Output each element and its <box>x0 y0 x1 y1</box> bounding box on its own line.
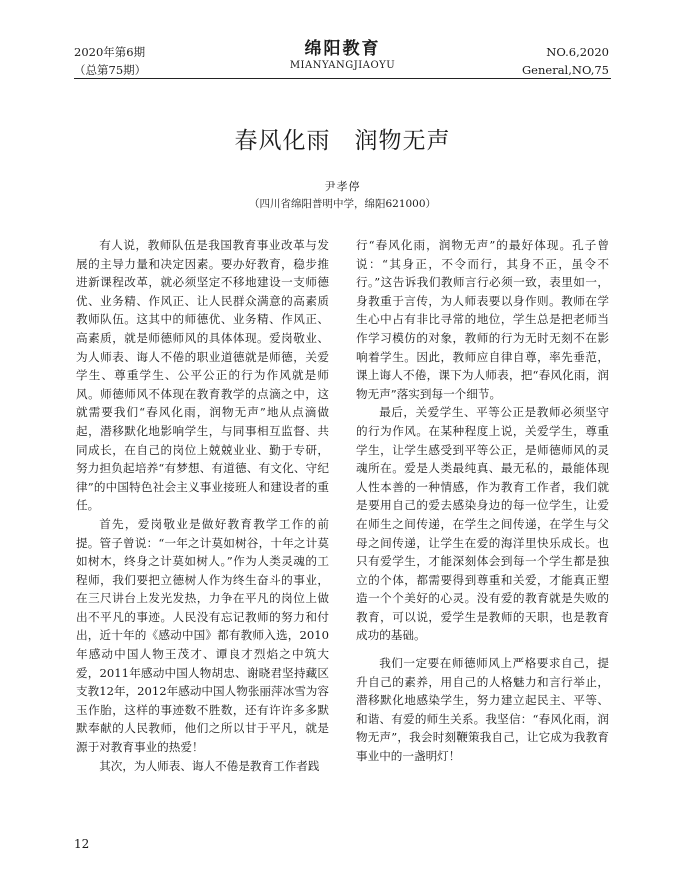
author-affiliation: （四川省绵阳普明中学，绵阳621000） <box>248 198 437 210</box>
total-issue-cn: （总第75期） <box>74 63 147 77</box>
paragraph: 行“春风化雨，润物无声”的最好体现。孔子曾说：“其身正，不令而行，其身不正，虽令不行。”这告诉我们教师言行必须一致，表里如一，身教重于言传，为人师表要以身作则。教师在学生心中占有非比寻常的地位，学生总是把老师当作学习模仿的对象，教师的行为无时无刻不在影响着学生。因此，教师应自律自尊，率先垂范，课上诲人不倦，课下为人师表，把“春风化雨，润物无声”落实到每一个细节。 <box>356 238 609 401</box>
article-title: 春风化雨 润物无声 <box>234 128 451 154</box>
header-issue-en <box>522 43 609 79</box>
page-number: 12 <box>74 837 90 851</box>
paragraph: 其次，为人师表、诲人不倦是教育工作者践 <box>99 758 320 773</box>
paragraph: 首先，爱岗敬业是做好教育教学工作的前提。管子曾说：“一年之计莫如树谷，十年之计莫如树木，终身之计莫如树人。”作为人类灵魂的工程师，我们要把立德树人作为终生奋斗的事业，在三尺讲台上发光发热，力争在平凡的岗位上做出不平凡的事迹。人民没有忘记教师的努力和付出，近十年的《感动中国》都有教师入选，2010年感动中国人物王茂才、谭良才烈焰之中筑大爱，2011年感动中国人物胡忠、谢晓君坚持藏区支教12年，2012年感动中国人物张丽萍冰雪为容玉作胎，这样的事迹数不胜数，还有许许多多默默奉献的人民教师，他们之所以甘于平凡，就是源于对教育事业的热爱！ <box>76 516 329 755</box>
article-author: 尹孝停 <box>324 180 361 193</box>
paragraph: 最后，关爱学生、平等公正是教师必须坚守的行为作风。在某种程度上说，关爱学生，尊重学生，让学生感受到平等公正，是师德师风的灵魂所在。爱是人类最纯真、最无私的，最能体现人性本善的一种情感，作为教育工作者，我们就是要用自己的爱去感染身边的每一位学生，让爱在师生之间传递，在学生之间传递，在学生与父母之间传递，让学生在爱的海洋里快乐成长。也只有爱学生，才能深刻体会到每一个学生都是独立的个体，都需要得到尊重和关爱，才能真正塑造一个个美好的心灵。没有爱的教育就是失败的教育，可以说，爱学生是教师的天职，也是教育成功的基础。 <box>356 405 609 643</box>
issue-number-en: NO.6,2020 <box>546 45 609 59</box>
paragraph: 有人说，教师队伍是我国教育事业改革与发展的主导力量和决定因素。要办好教育，稳步推进新课程改革，就必须坚定不移地建设一支师德优、业务精、作风正、让人民群众满意的高素质教师队伍。这其中的师德优、业务精、作风正、高素质，就是师德师风的具体体现。爱岗敬业、为人师表、诲人不倦的职业道德就是师德，关爱学生、尊重学生、公平公正的行为作风就是师风。师德师风不体现在教育教学的点滴之中，这就需要我们“春风化雨，润物无声”地从点滴做起，潜移默化地影响学生，与同事相互监督、共同成长，在自己的岗位上兢兢业业、勤于专研，努力担负起培养“有梦想、有道德、有文化、守纪律”的中国特色社会主义事业接班人和建设者的重任。 <box>76 238 329 513</box>
header-rule <box>74 78 611 79</box>
body-column-left <box>76 236 329 775</box>
body-column-right <box>356 236 609 766</box>
journal-name-en: MIANYANGJIAOYU <box>289 60 396 71</box>
paragraph: 我们一定要在师德师风上严格要求自己，提升自己的素养，用自己的人格魅力和言行举止，潜移默化地感染学生，努力建立起民主、平等、和谐、有爱的师生关系。我坚信：“春风化雨，润物无声”，我会时刻鞭策我自己，让它成为我教育事业中的一盏明灯！ <box>356 656 609 764</box>
total-issue-en: General,NO,75 <box>522 63 609 77</box>
journal-name-cn: 绵阳教育 <box>304 39 381 59</box>
issue-number-cn: 2020年第6期 <box>74 45 146 59</box>
